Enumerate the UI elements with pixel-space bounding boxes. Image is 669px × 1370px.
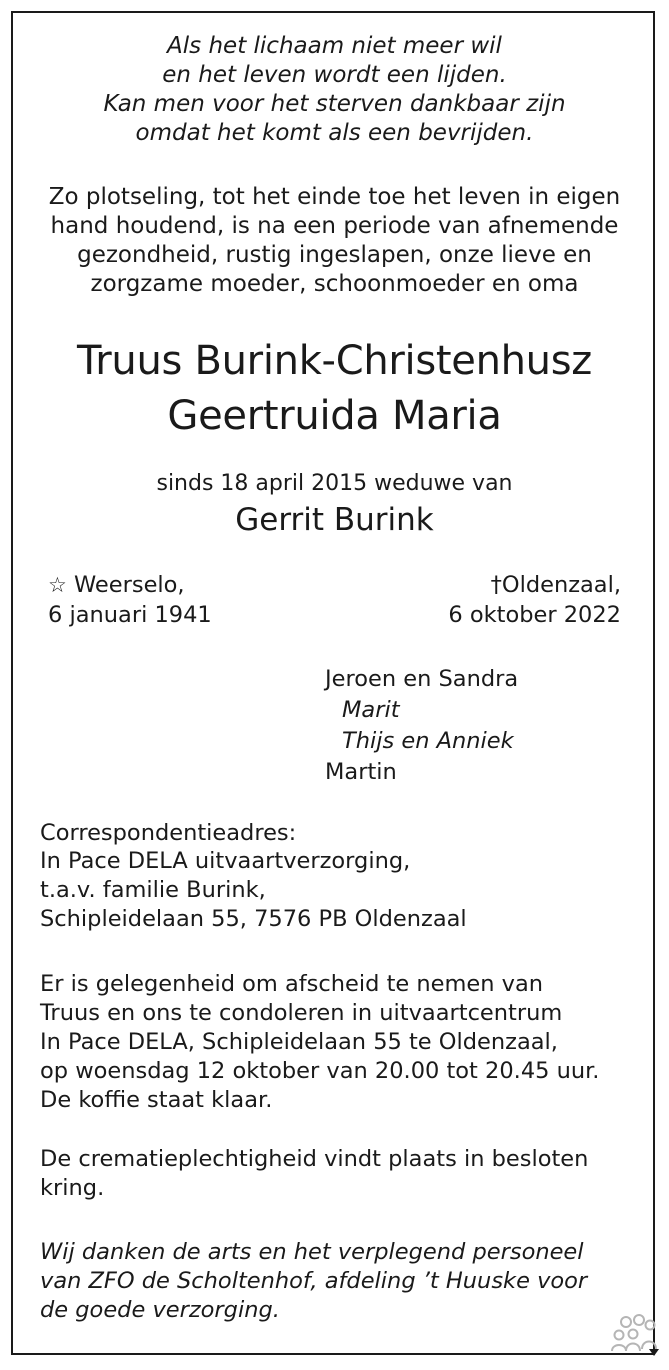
intro-line-1: Zo plotseling, tot het einde toe het leven in eigen bbox=[48, 184, 621, 210]
farewell-line-1: Er is gelegenheid om afscheid te nemen van bbox=[40, 971, 544, 997]
intro-line-3: gezondheid, rustig ingeslapen, onze lieve en bbox=[77, 242, 592, 268]
thanks-line-1: Wij danken de arts en het verplegend personeel bbox=[40, 1239, 584, 1265]
thanks-line-3: de goede verzorging. bbox=[40, 1297, 280, 1323]
poem-line-1: Als het lichaam niet meer wil bbox=[167, 33, 502, 59]
poem-line-3: Kan men voor het sterven dankbaar zijn bbox=[103, 91, 566, 117]
farewell-line-3: In Pace DELA, Schipleidelaan 55 te Oldenzaal, bbox=[40, 1029, 558, 1055]
correspondence-line-3: t.a.v. familie Burink, bbox=[40, 877, 266, 903]
correspondence-line-1: Correspondentieadres: bbox=[40, 820, 297, 846]
birth-place-text: Weerselo, bbox=[73, 572, 185, 598]
birth-place bbox=[48, 570, 185, 600]
thanks-line-2: van ZFO de Scholtenhof, afdeling ’t Huuske voor bbox=[40, 1268, 588, 1294]
grandchildren: Thijs en Anniek bbox=[342, 728, 514, 754]
correspondence-line-2: In Pace DELA uitvaartverzorging, bbox=[40, 848, 411, 874]
farewell-line-5: De koffie staat klaar. bbox=[40, 1087, 273, 1113]
intro-line-4: zorgzame moeder, schoonmoeder en oma bbox=[90, 271, 579, 297]
star-icon: ☆ bbox=[48, 573, 67, 597]
spouse-name: Gerrit Burink bbox=[235, 502, 434, 538]
cremation-line-2: kring. bbox=[40, 1175, 105, 1201]
widow-text: sinds 18 april 2015 weduwe van bbox=[156, 471, 513, 496]
birth-date: 6 januari 1941 bbox=[48, 602, 212, 628]
poem-line-2: en het leven wordt een lijden. bbox=[162, 62, 507, 88]
people-group-icon[interactable] bbox=[609, 1313, 663, 1359]
intro-line-2: hand houdend, is na een periode van afnemende bbox=[50, 213, 619, 239]
deceased-name: Truus Burink-Christenhusz bbox=[77, 338, 592, 384]
deceased-given-names: Geertruida Maria bbox=[167, 393, 502, 439]
family-member: Martin bbox=[325, 759, 397, 785]
correspondence-line-4: Schipleidelaan 55, 7576 PB Oldenzaal bbox=[40, 906, 467, 932]
triangle-marker-icon bbox=[649, 1349, 659, 1356]
death-date: 6 oktober 2022 bbox=[448, 602, 621, 628]
grandchild: Marit bbox=[342, 697, 400, 723]
poem-line-4: omdat het komt als een bevrijden. bbox=[135, 120, 534, 146]
farewell-line-2: Truus en ons te condoleren in uitvaartcentrum bbox=[40, 1000, 563, 1026]
death-place bbox=[491, 570, 621, 600]
family-member: Jeroen en Sandra bbox=[325, 666, 519, 692]
death-place-text: Oldenzaal, bbox=[501, 572, 621, 598]
farewell-line-4: op woensdag 12 oktober van 20.00 tot 20.45 uur. bbox=[40, 1058, 600, 1084]
cremation-line-1: De crematieplechtigheid vindt plaats in besloten bbox=[40, 1146, 589, 1172]
cross-icon: † bbox=[490, 572, 502, 598]
